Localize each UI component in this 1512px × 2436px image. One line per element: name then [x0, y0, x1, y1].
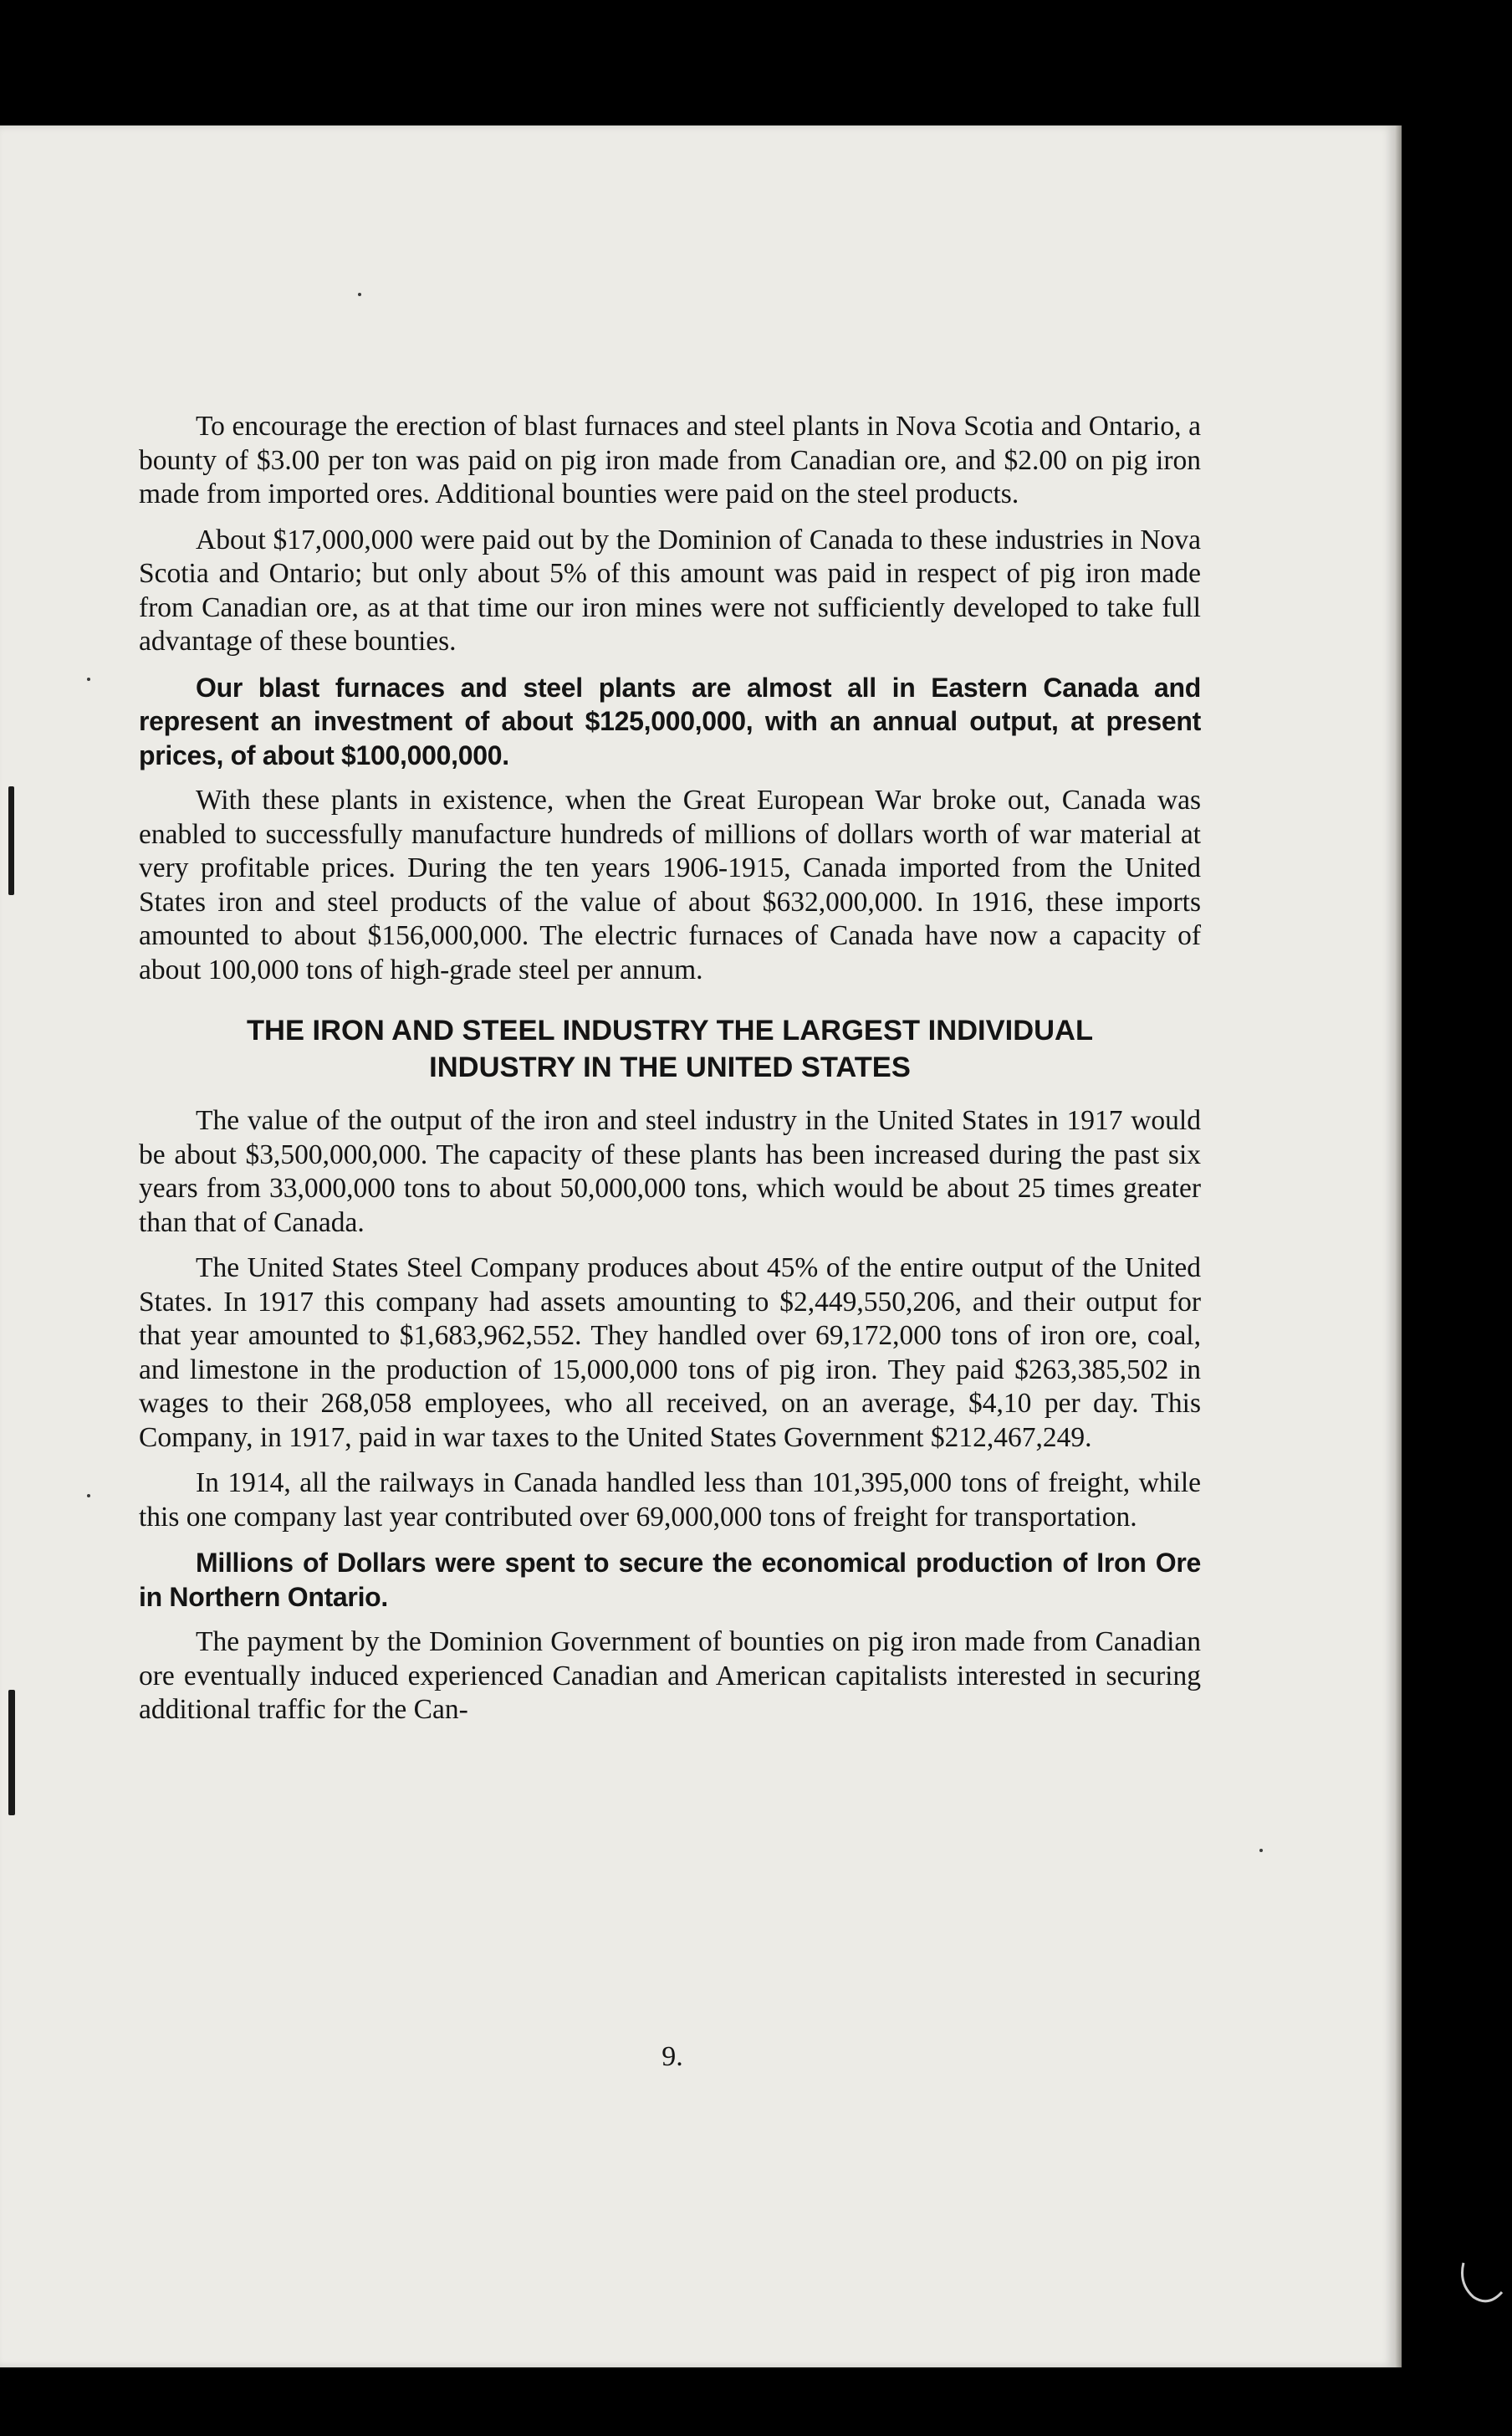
- document-body: [139, 410, 1201, 1739]
- paragraph: With these plants in existence, when the Great European War broke out, Canada was enabled to successfully manufacture hundreds of millions of dollars worth of war material at very profitable prices. During the ten years 1906-1915, Canada imported from the United States iron and steel products of the value of about $632,000,000. In 1916, these imports amounted to about $156,000,000. The electric furnaces of Canada have now a capacity of about 100,000 tons of high-grade steel per annum.: [139, 785, 1201, 985]
- paragraph: To encourage the erection of blast furnaces and steel plants in Nova Scotia and Ontario, a bounty of $3.00 per ton was paid on pig iron made from Canadian ore, and $2.00 on pig iron made from imported ores. Additional bounties were paid on the steel products.: [139, 411, 1201, 509]
- margin-scan-mark: [8, 1690, 15, 1815]
- scan-speck: [358, 293, 361, 296]
- scan-speck: [1259, 1849, 1263, 1852]
- bold-paragraph: Millions of Dollars were spent to secure the economical production of Iron Ore in Northern Ontario.: [139, 1548, 1201, 1612]
- paragraph: The value of the output of the iron and steel industry in the United States in 1917 would be about $3,500,000,000. The capacity of these plants has been increased during the past six years from 33,000,000 tons to about 50,000,000 tons, which would be about 25 times greater than that of Canada.: [139, 1105, 1201, 1238]
- bold-paragraph: Our blast furnaces and steel plants are almost all in Eastern Canada and represent an investment of about $125,000,000, with an annual output, at present prices, of about $100,000,000.: [139, 672, 1201, 770]
- section-heading-line-1: THE IRON AND STEEL INDUSTRY THE LARGEST INDIVIDUAL: [246, 1015, 1094, 1047]
- corner-paper-scrap: [1455, 2259, 1505, 2309]
- scan-speck: [87, 1494, 90, 1497]
- section-heading-line-2: INDUSTRY IN THE UNITED STATES: [429, 1052, 911, 1083]
- page-number: 9.: [662, 2041, 683, 2072]
- paragraph: About $17,000,000 were paid out by the Dominion of Canada to these industries in Nova Scotia and Ontario; but only about 5% of this amount was paid in respect of pig iron made from Canadian ore, as at that time our iron mines were not sufficiently developed to take full advantage of these bounties.: [139, 524, 1201, 657]
- section-heading: [139, 1012, 1201, 1086]
- paragraph: The United States Steel Company produces about 45% of the entire output of the United States. In 1917 this company had assets amounting to $2,449,550,206, and their output for that year amounted to $1,683,962,552. They handled over 69,172,000 tons of iron ore, coal, and limestone in the production of 15,000,000 tons of pig iron. They paid $263,385,502 in wages to their 268,058 employees, who all received, on an average, $4,10 per day. This Company, in 1917, paid in war taxes to the United States Government $212,467,249.: [139, 1252, 1201, 1453]
- paragraph: The payment by the Dominion Government of bounties on pig iron made from Canadian ore eventually induced experienced Canadian and American capitalists interested in securing additional traffic for the Can-: [139, 1626, 1201, 1725]
- paragraph: In 1914, all the railways in Canada handled less than 101,395,000 tons of freight, while this one company last year contributed over 69,000,000 tons of freight for transportation.: [139, 1467, 1201, 1533]
- margin-scan-mark: [8, 786, 14, 895]
- page-edge: [1395, 125, 1402, 2367]
- scan-speck: [87, 678, 90, 681]
